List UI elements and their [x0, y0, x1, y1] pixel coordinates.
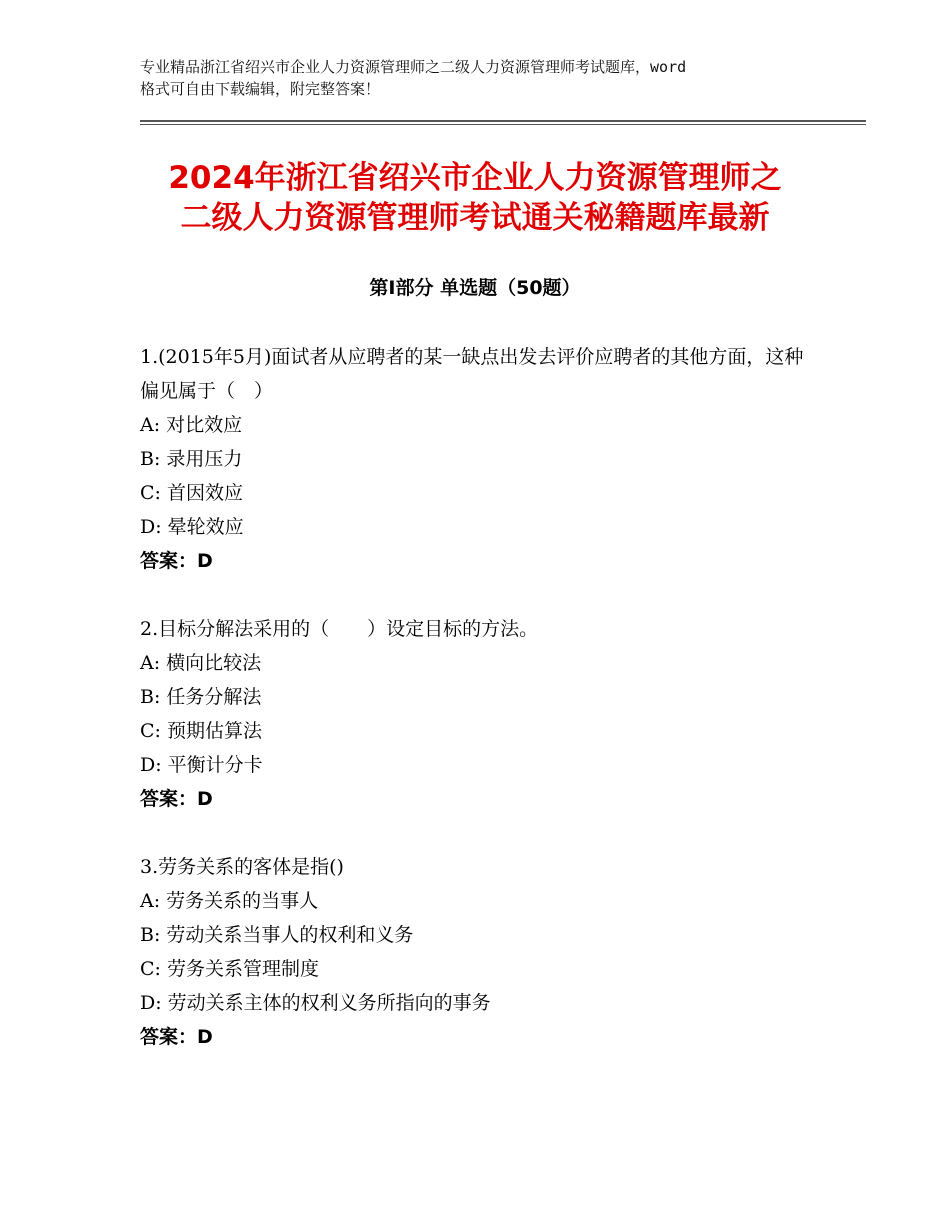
option-d	[140, 986, 820, 1020]
option-text: 首因效应	[160, 482, 243, 504]
option-text: 劳动关系主体的权利义务所指向的事务	[161, 992, 491, 1014]
answer-line: 答案：D	[140, 1026, 213, 1048]
option-text: 预期估算法	[160, 720, 262, 742]
document-title	[100, 158, 850, 238]
document-title-line-1: 2024年浙江省绍兴市企业人力资源管理师之	[168, 160, 782, 196]
question-2	[140, 612, 820, 816]
option-d	[140, 748, 820, 782]
answer-line: 答案：D	[140, 788, 213, 810]
option-letter: D:	[140, 992, 162, 1014]
question-list	[140, 340, 820, 1088]
option-letter: D:	[140, 754, 162, 776]
option-text: 任务分解法	[160, 686, 262, 708]
question-stem: 3.劳务关系的客体是指()	[140, 856, 344, 878]
option-text: 劳动关系当事人的权利和义务	[160, 924, 414, 946]
option-d	[140, 510, 820, 544]
option-c	[140, 476, 820, 510]
option-b	[140, 680, 820, 714]
option-letter: B:	[140, 448, 161, 470]
option-letter: D:	[140, 516, 162, 538]
option-text: 横向比较法	[160, 652, 262, 674]
answer-line: 答案：D	[140, 550, 213, 572]
option-text: 录用压力	[160, 448, 243, 470]
option-letter: C:	[140, 720, 161, 742]
option-text: 对比效应	[160, 414, 243, 436]
option-b	[140, 918, 820, 952]
question-stem: 1.(2015年5月)面试者从应聘者的某一缺点出发去评价应聘者的其他方面，这种偏见属于（ ）	[140, 346, 804, 402]
option-letter: A:	[140, 890, 161, 912]
option-text: 劳务关系的当事人	[160, 890, 319, 912]
option-b	[140, 442, 820, 476]
option-letter: B:	[140, 686, 161, 708]
option-a	[140, 408, 820, 442]
option-letter: C:	[140, 482, 161, 504]
option-letter: A:	[140, 652, 161, 674]
question-stem: 2.目标分解法采用的（ ）设定目标的方法。	[140, 618, 539, 640]
section-title: 第Ⅰ部分 单选题（50题）	[369, 277, 581, 299]
option-letter: B:	[140, 924, 161, 946]
option-letter: A:	[140, 414, 161, 436]
question-3	[140, 850, 820, 1054]
option-text: 平衡计分卡	[161, 754, 263, 776]
option-a	[140, 884, 820, 918]
option-text: 晕轮效应	[161, 516, 244, 538]
option-text: 劳务关系管理制度	[160, 958, 319, 980]
question-1	[140, 340, 820, 578]
option-c	[140, 714, 820, 748]
option-a	[140, 646, 820, 680]
document-title-line-2: 二级人力资源管理师考试通关秘籍题库最新	[180, 200, 770, 236]
header-note: 专业精品浙江省绍兴市企业人力资源管理师之二级人力资源管理师考试题库，word 格式可自由下载编辑，附完整答案！	[140, 58, 687, 98]
header-rule-thin	[140, 124, 866, 125]
option-c	[140, 952, 820, 986]
option-letter: C:	[140, 958, 161, 980]
header-rule-thick	[140, 120, 866, 122]
